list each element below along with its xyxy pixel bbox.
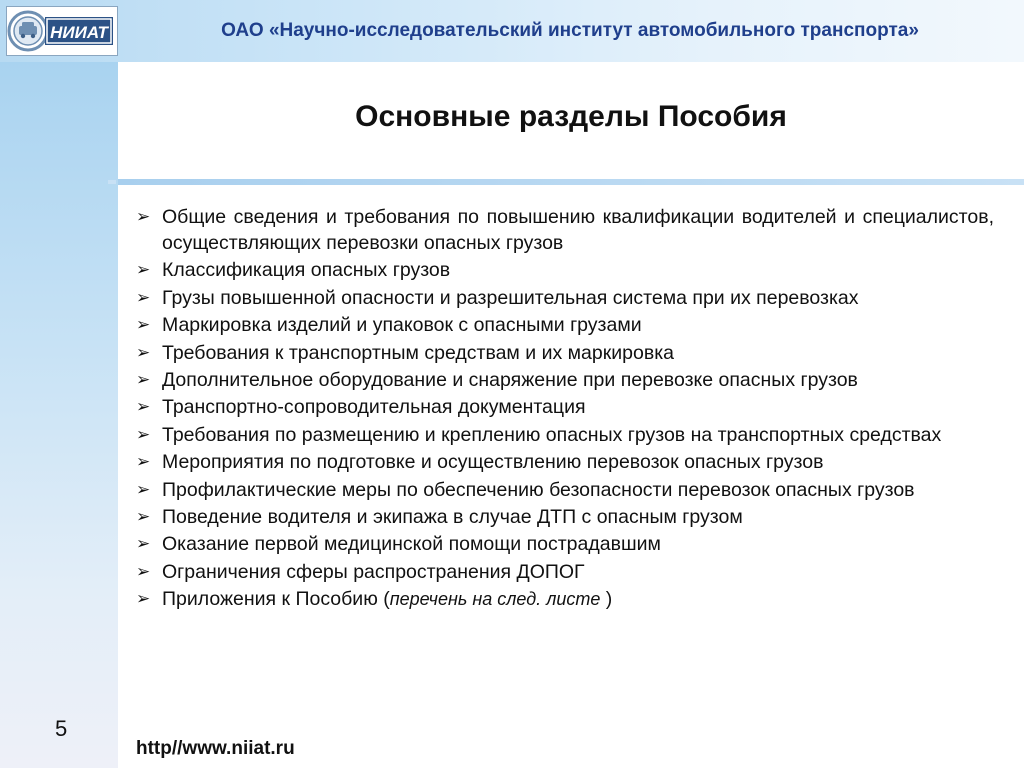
list-item-text: Маркировка изделий и упаковок с опасными грузами	[162, 314, 642, 337]
list-item	[134, 257, 994, 283]
arrow-bullet-icon: ➢	[136, 315, 151, 335]
list-item	[134, 422, 994, 448]
arrow-bullet-icon: ➢	[136, 207, 151, 226]
arrow-bullet-icon: ➢	[136, 589, 151, 609]
list-item	[134, 477, 994, 503]
list-item-text: Требования по размещению и креплению опасных грузов на транспортных средствах	[162, 423, 942, 446]
list-item-text: Дополнительное оборудование и снаряжение при перевозке опасных грузов	[162, 368, 858, 391]
svg-text:НИИАТ: НИИАТ	[50, 23, 108, 42]
list-item-text: Классификация опасных грузов	[162, 259, 451, 282]
list-item-text: Требования к транспортным средствам и их маркировка	[162, 341, 674, 364]
header-bar	[0, 0, 1024, 62]
niiat-logo-graphic	[7, 7, 117, 55]
list-item-text: Оказание первой медицинской помощи пострадавшим	[162, 533, 661, 556]
list-item-text: Ограничения сферы распространения ДОПОГ	[162, 560, 585, 583]
arrow-bullet-icon: ➢	[136, 452, 151, 472]
page-number: 5	[55, 716, 68, 741]
list-item	[134, 285, 994, 311]
slide-title: Основные разделы Пособия	[355, 100, 787, 133]
list-item	[134, 586, 994, 612]
arrow-bullet-icon: ➢	[136, 287, 151, 307]
arrow-bullet-icon: ➢	[136, 260, 151, 280]
list-item-text: Мероприятия по подготовке и осуществлению перевозок опасных грузов	[162, 451, 824, 474]
list-item-text: Общие сведения и требования по повышению квалификации водителей и специалистов, осуществляющих перевозки опасных грузов	[162, 206, 994, 254]
list-item	[134, 504, 994, 530]
list-item	[134, 367, 994, 393]
list-item-text: Транспортно-сопроводительная документация	[162, 396, 586, 419]
list-item	[134, 394, 994, 420]
sections-list	[134, 204, 994, 613]
list-item	[134, 312, 994, 338]
organization-title: ОАО «Научно-исследовательский институт автомобильного транспорта»	[221, 20, 919, 41]
niiat-logo	[6, 6, 118, 56]
list-item	[134, 531, 994, 557]
arrow-bullet-icon: ➢	[136, 561, 151, 581]
list-item	[134, 449, 994, 475]
title-divider	[118, 179, 1024, 185]
list-item-suffix: )	[600, 588, 613, 611]
list-item-text: Профилактические меры по обеспечению безопасности перевозок опасных грузов	[162, 478, 915, 501]
arrow-bullet-icon: ➢	[136, 479, 151, 499]
website-url: http//www.niiat.ru	[136, 738, 295, 759]
arrow-bullet-icon: ➢	[136, 506, 151, 526]
list-item-text: Поведение водителя и экипажа в случае ДТП с опасным грузом	[162, 505, 743, 528]
divider-notch	[108, 180, 116, 184]
arrow-bullet-icon: ➢	[136, 424, 151, 444]
list-item-note: перечень на след. листе	[389, 589, 601, 610]
list-item-text: Грузы повышенной опасности и разрешительная система при их перевозках	[162, 286, 859, 309]
list-item	[134, 559, 994, 585]
list-item	[134, 340, 994, 366]
left-decorative-bar	[0, 62, 118, 768]
arrow-bullet-icon: ➢	[136, 534, 151, 554]
list-item-text: Приложения к Пособию (	[162, 588, 390, 611]
arrow-bullet-icon: ➢	[136, 369, 151, 389]
arrow-bullet-icon: ➢	[136, 397, 151, 417]
arrow-bullet-icon: ➢	[136, 342, 151, 362]
list-item	[134, 204, 994, 256]
